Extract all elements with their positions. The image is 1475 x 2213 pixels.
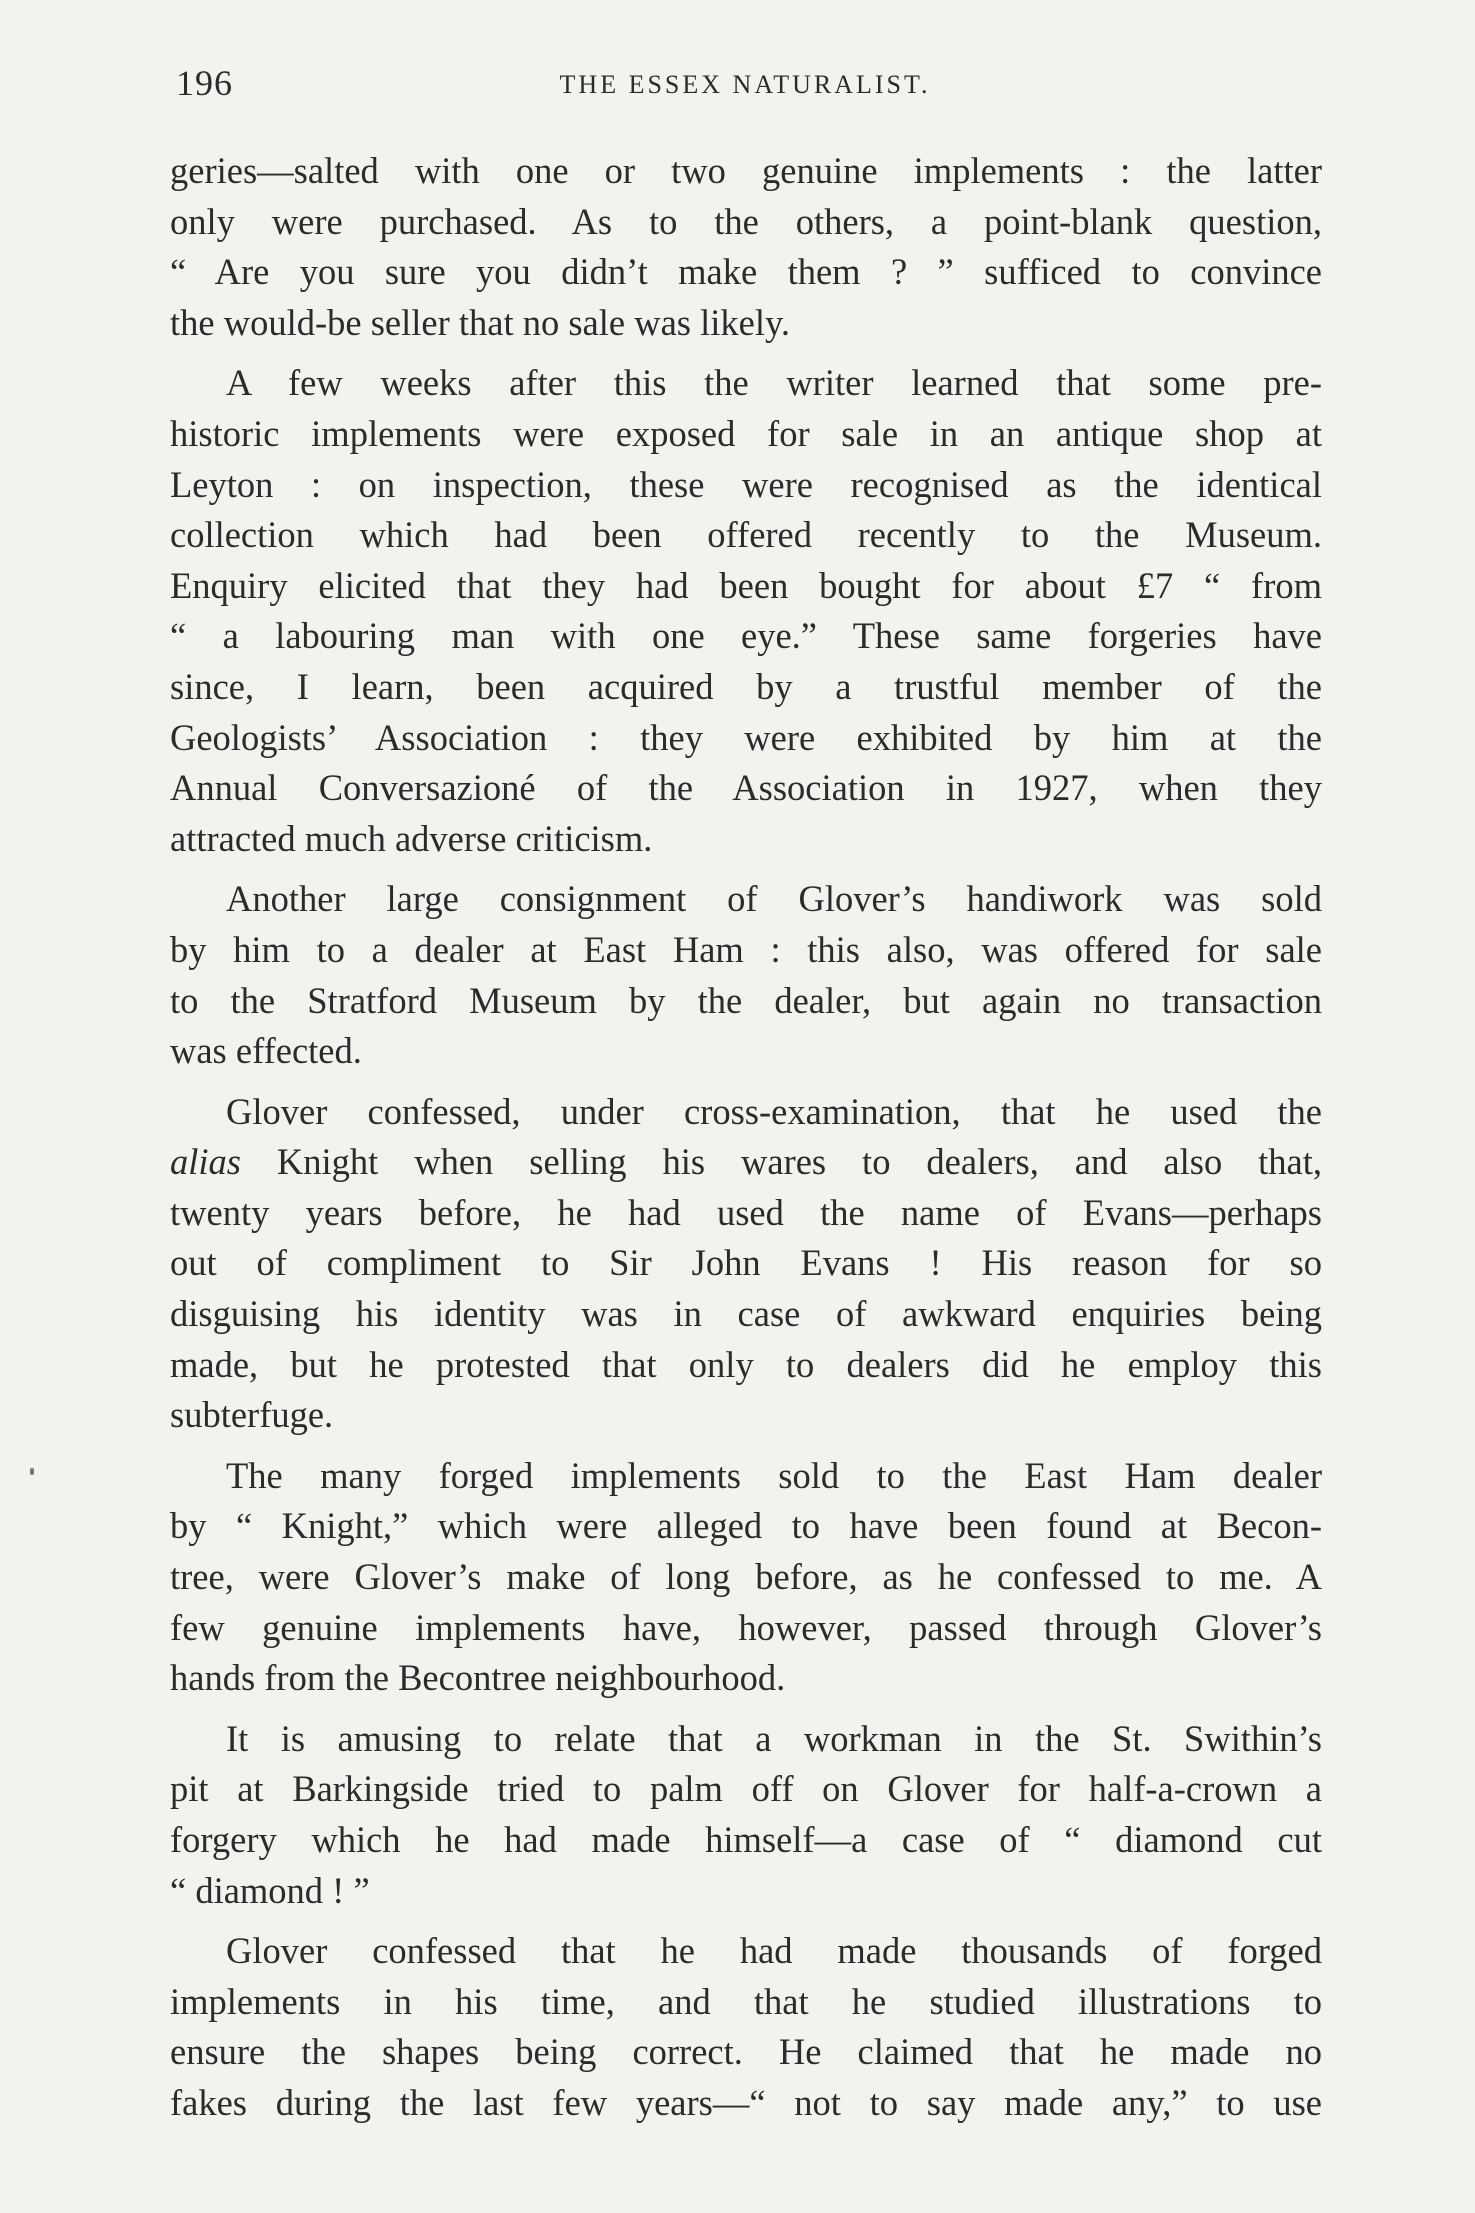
text-line-rest: Knight when selling his wares to dealers, and also that, [241,1141,1322,1183]
paragraph-2 [170,358,1322,864]
text-line: geries—salted with one or two genuine implements : the latter [170,150,1322,191]
text-line: tree, were Glover’s make of long before, as he confessed to me. A [170,1556,1322,1598]
text-line: Leyton : on inspection, these were recognised as the identical [170,463,1322,505]
paragraph-7 [170,1926,1322,2128]
text-line: Glover confessed that he had made thousands of forged [226,1930,1322,1972]
text-line: implements in his time, and that he studied illustrations to [170,1980,1322,2022]
text-line: A few weeks after this the writer learned that some pre- [226,362,1322,404]
text-line: Glover confessed, under cross-examination, that he used the [226,1090,1322,1132]
text-line: “ Are you sure you didn’t make them ? ” sufficed to convince [170,251,1322,293]
text-line: hands from the Becontree neighbourhood. [170,1657,786,1699]
text-line: fakes during the last few years—“ not to say made any,” to use [170,2081,1322,2123]
text-line: forgery which he had made himself—a case of “ diamond cut [170,1819,1322,1860]
body-text [170,146,1322,2139]
text-line: pit at Barkingside tried to palm off on Glover for half-a-crown a [170,1768,1322,1810]
text-line: Another large consignment of Glover’s handiwork was sold [226,878,1322,920]
text-line: made, but he protested that only to dealers did he employ this [170,1343,1322,1385]
text-line: disguising his identity was in case of awkward enquiries being [170,1293,1322,1335]
text-line: Annual Conversazioné of the Association in 1927, when they [170,767,1322,809]
text-line: to the Stratford Museum by the dealer, but again no transaction [170,979,1322,1021]
text-line: Geologists’ Association : they were exhibited by him at the [170,716,1322,758]
text-line: historic implements were exposed for sale in an antique shop at [170,412,1322,454]
text-line: collection which had been offered recently to the Museum. [170,514,1322,556]
text-line [170,1137,1322,1188]
text-line: ensure the shapes being correct. He claimed that he made no [170,2031,1322,2073]
italic-word-alias: alias [170,1141,241,1183]
text-line: “ diamond ! ” [170,1869,370,1911]
paper-speck [30,1468,34,1475]
text-line: “ a labouring man with one eye.” These same forgeries have [170,615,1322,657]
paragraph-5 [170,1451,1322,1704]
text-line: the would-be seller that no sale was likely. [170,301,790,343]
text-line: Enquiry elicited that they had been bought for about £7 “ from [170,564,1322,606]
text-line: by him to a dealer at East Ham : this also, was offered for sale [170,928,1322,970]
journal-title: THE ESSEX NATURALIST. [559,70,931,99]
text-line: out of compliment to Sir John Evans ! His reason for so [170,1242,1322,1284]
text-line: few genuine implements have, however, passed through Glover’s [170,1606,1322,1648]
text-line: attracted much adverse criticism. [170,817,653,859]
paragraph-3 [170,874,1322,1076]
paragraph-6 [170,1714,1322,1916]
text-line: since, I learn, been acquired by a trustful member of the [170,665,1322,707]
text-line: only were purchased. As to the others, a point-blank question, [170,200,1322,242]
text-line: twenty years before, he had used the name of Evans—perhaps [170,1191,1322,1233]
text-line: was effected. [170,1030,362,1072]
page-number: 196 [176,63,233,103]
paragraph-4 [170,1087,1322,1441]
running-head [170,62,1320,112]
text-line: The many forged implements sold to the East Ham dealer [226,1454,1322,1496]
text-line: subterfuge. [170,1394,334,1436]
text-line: It is amusing to relate that a workman in the St. Swithin’s [226,1717,1322,1759]
text-line: by “ Knight,” which were alleged to have been found at Becon- [170,1505,1322,1547]
paragraph-1 [170,146,1322,348]
